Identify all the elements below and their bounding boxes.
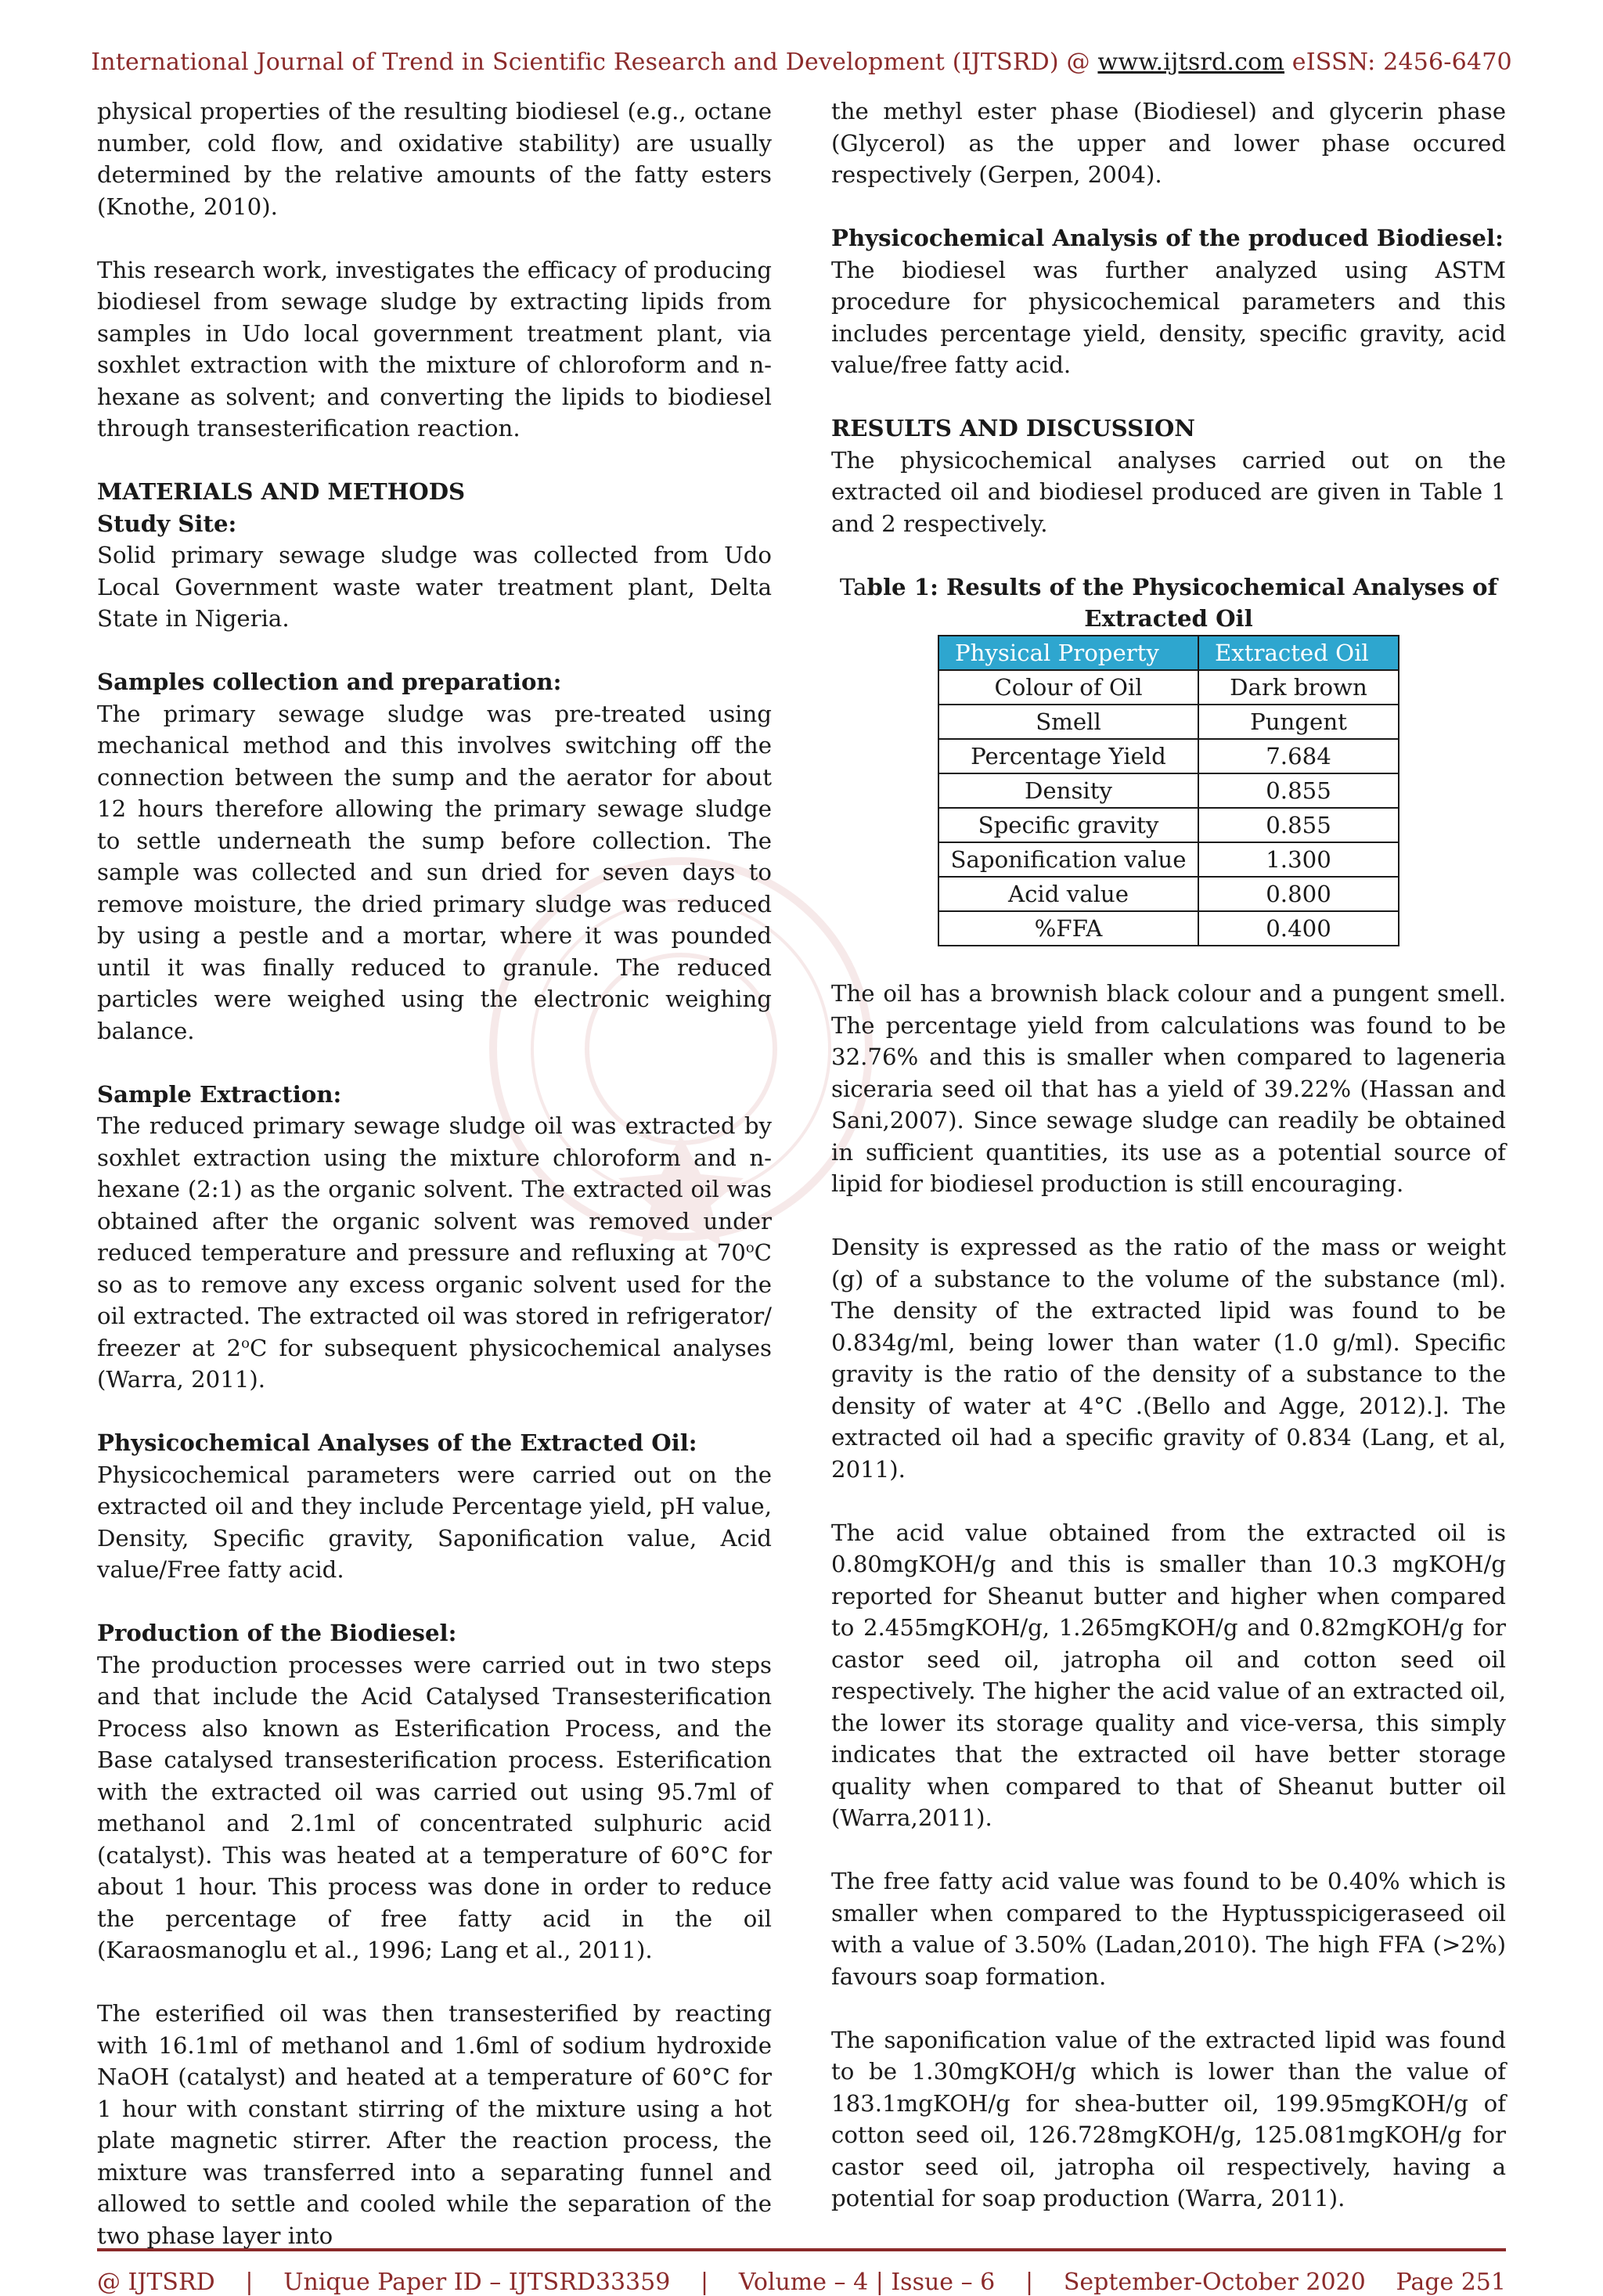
paragraph-oil-colour: The oil has a brownish black colour and a pungent smell. The percentage yield from calculations was found to be 32.76% and this is smaller when compared to lageneria siceraria seed oil that has a yield of 39.22% (Hassan and Sani,2007). Since sewage sludge can readily be obtained in sufficient quantities, its use as a potential source of lipid for biodiesel production is still encouraging. bbox=[831, 980, 1506, 1197]
paragraph-free-fatty-acid: The free fatty acid value was found to be 0.40% which is smaller when compared to the Hyptusspicigeraseed oil with a value of 3.50% (Ladan,2010). The high FFA (>2%) favours soap formation. bbox=[831, 1868, 1506, 1990]
footer-separator: | bbox=[701, 2269, 709, 2296]
paragraph-acid-value: The acid value obtained from the extracted oil is 0.80mgKOH/g and this is smaller than 10.3 mgKOH/g reported for Sheanut butter and higher when compared to 2.455mgKOH/g, 1.265mgKOH/g and 0.82mgKOH/g for castor seed oil, jatropha oil and cotton seed oil respectively. The higher the acid value of an extracted oil, the lower its storage quality and vice-versa, this simply indicates that the extracted oil have better storage quality when compared to that of Sheanut butter oil (Warra,2011). bbox=[831, 1519, 1506, 1831]
table-header-cell: Extracted Oil bbox=[1198, 636, 1399, 670]
table-cell: 0.855 bbox=[1198, 808, 1399, 842]
journal-issn: eISSN: 2456-6470 bbox=[1284, 49, 1512, 76]
section-heading-materials: MATERIALS AND METHODS bbox=[97, 478, 466, 505]
paragraph-saponification: The saponification value of the extracted lipid was found to be 1.30mgKOH/g which is lower than the value of 183.1mgKOH/g for shea-butter oil, 199.95mgKOH/g of cotton seed oil, 126.728mgKOH/g, 125.081mgKOH/g for castor seed oil, jatropha oil respectively, having a potential for soap production (Warra, 2011). bbox=[831, 2026, 1506, 2211]
footer-publisher: @ IJTSRD bbox=[97, 2269, 215, 2296]
paragraph-extraction bbox=[97, 1110, 772, 1396]
footer-divider bbox=[97, 2248, 1506, 2251]
table-caption-text: ble 1: Results of the Physicochemical Analyses of Extracted Oil bbox=[866, 573, 1498, 632]
paragraph-study-site: Solid primary sewage sludge was collected from Udo Local Government waste water treatment plant, Delta State in Nigeria. bbox=[97, 542, 772, 632]
extracted-oil-table bbox=[938, 635, 1399, 946]
table-cell: 7.684 bbox=[1198, 739, 1399, 773]
paragraph-phase-separation: the methyl ester phase (Biodiesel) and glycerin phase (Glycerol) as the upper and lower phase occured respectively (Gerpen, 2004). bbox=[831, 98, 1506, 188]
degree-sup: o bbox=[241, 1334, 250, 1351]
footer-paper-id: Unique Paper ID – IJTSRD33359 bbox=[283, 2269, 671, 2296]
paragraph-density: Density is expressed as the ratio of the mass or weight (g) of a substance to the volume of the substance (ml). The density of the extracted lipid was found to be 0.834g/ml, being lower than water (1.0 g/ml). Specific gravity is the ratio of the density of a substance to the density of water at 4°C .(Bello and Agge, 2012).]. The extracted oil had a specific gravity of 0.834 (Lang, et al, 2011). bbox=[831, 1234, 1506, 1483]
footer-page-number: Page 251 bbox=[1396, 2269, 1506, 2296]
paragraph-esterified: The esterified oil was then transesterified by reacting with 16.1ml of methanol and 1.6ml of sodium hydroxide NaOH (catalyst) and heated at a temperature of 60°C for 1 hour with constant stirring of the mixture using a hot plate magnetic stirrer. After the reaction process, the mixture was transferred into a separating funnel and allowed to settle and cooled while the separation of the two phase layer into bbox=[97, 2000, 772, 2249]
subheading-production: Production of the Biodiesel: bbox=[97, 1620, 457, 1646]
table-cell: Density bbox=[938, 773, 1198, 808]
footer-separator: | bbox=[245, 2269, 254, 2296]
left-column bbox=[97, 96, 772, 2251]
table-cell: Colour of Oil bbox=[938, 670, 1198, 705]
paragraph-production: The production processes were carried out in two steps and that include the Acid Catalysed Transesterification Process also known as Esterification Process, and the Base catalysed transesterification process. Esterification with the extracted oil was carried out using 95.7ml of methanol and 2.1ml of concentrated sulphuric acid (catalyst). This was heated at a temperature of 60°C for about 1 hour. This process was done in order to reduce the percentage of free fatty acid in the oil (Karaosmanoglu et al., 1996; Lang et al., 2011). bbox=[97, 1651, 772, 1963]
journal-name: International Journal of Trend in Scientific Research and Development (IJTSRD) @ bbox=[91, 49, 1098, 76]
table-row bbox=[938, 808, 1399, 842]
paragraph-biodiesel-analysis: The biodiesel was further analyzed using ASTM procedure for physicochemical parameters and this includes percentage yield, density, specific gravity, acid value/free fatty acid. bbox=[831, 256, 1506, 378]
extraction-text-a: The reduced primary sewage sludge oil was extracted by soxhlet extraction using the mixture chloroform and n-hexane (2:1) as the organic solvent. The extracted oil was obtained after the organic solvent was removed under reduced temperature and pressure and refluxing at 70 bbox=[97, 1112, 772, 1266]
paragraph-research-aim: This research work, investigates the efficacy of producing biodiesel from sewage sludge by extracting lipids from samples in Udo local government treatment plant, via soxhlet extraction with the mixture of chloroform and n-hexane as solvent; and converting the lipids to biodiesel through transesterification reaction. bbox=[97, 256, 772, 442]
table-row bbox=[938, 877, 1399, 911]
table-cell: 0.800 bbox=[1198, 877, 1399, 911]
subheading-study-site: Study Site: bbox=[97, 510, 237, 537]
journal-website-link[interactable]: www.ijtsrd.com bbox=[1097, 49, 1285, 76]
footer-volume-issue: Volume – 4 | Issue – 6 bbox=[738, 2269, 996, 2296]
paragraph-intro-cont: physical properties of the resulting biodiesel (e.g., octane number, cold flow, and oxidative stability) are usually determined by the relative amounts of the fatty esters (Knothe, 2010). bbox=[97, 98, 772, 220]
table-row bbox=[938, 705, 1399, 739]
table-cell: Percentage Yield bbox=[938, 739, 1198, 773]
paragraph-samples: The primary sewage sludge was pre-treated using mechanical method and this involves switching off the connection between the sump and the aerator for about 12 hours therefore allowing the primary sewage sludge to settle underneath the sump before collection. The sample was collected and sun dried for seven days to remove moisture, the dried primary sludge was reduced by using a pestle and a mortar, where it was pounded until it was finally reduced to granule. The reduced particles were weighed using the electronic weighing balance. bbox=[97, 700, 772, 1044]
running-header bbox=[0, 49, 1603, 76]
table-row bbox=[938, 739, 1399, 773]
table-cell: Specific gravity bbox=[938, 808, 1198, 842]
subheading-physico-extracted: Physicochemical Analyses of the Extracted Oil: bbox=[97, 1429, 697, 1456]
footer-separator: | bbox=[1025, 2269, 1034, 2296]
table-cell: Dark brown bbox=[1198, 670, 1399, 705]
degree-sup: o bbox=[745, 1239, 755, 1256]
table-cell: Smell bbox=[938, 705, 1198, 739]
subheading-samples: Samples collection and preparation: bbox=[97, 669, 562, 695]
table-cell: 1.300 bbox=[1198, 842, 1399, 877]
table-row bbox=[938, 670, 1399, 705]
table-row bbox=[938, 911, 1399, 946]
table-row bbox=[938, 773, 1399, 808]
paragraph-physico-extracted: Physicochemical parameters were carried out on the extracted oil and they include Percentage yield, pH value, Density, Specific gravity, Saponification value, Acid value/Free fatty acid. bbox=[97, 1461, 772, 1583]
extraction-text-b: C so as to remove any excess organic solvent used for the oil extracted. The extracted oil was stored in refrigerator/ freezer at 2 bbox=[97, 1239, 772, 1361]
subheading-biodiesel-analysis: Physicochemical Analysis of the produced Biodiesel: bbox=[831, 225, 1504, 251]
extraction-text-c: C for subsequent physicochemical analyses (Warra, 2011). bbox=[97, 1334, 772, 1393]
paragraph-results-intro: The physicochemical analyses carried out on the extracted oil and biodiesel produced are given in Table 1 and 2 respectively. bbox=[831, 446, 1506, 537]
table-header-cell: Physical Property bbox=[938, 636, 1198, 670]
table-cell: 0.400 bbox=[1198, 911, 1399, 946]
table-cell: Acid value bbox=[938, 877, 1198, 911]
table-caption-prefix: Ta bbox=[839, 573, 867, 600]
footer-date: September-October 2020 bbox=[1063, 2269, 1366, 2296]
table-cell: %FFA bbox=[938, 911, 1198, 946]
section-heading-results: RESULTS AND DISCUSSION bbox=[831, 415, 1195, 442]
table-caption bbox=[831, 571, 1506, 635]
table-cell: Pungent bbox=[1198, 705, 1399, 739]
table-header-row bbox=[938, 636, 1399, 670]
table-cell: 0.855 bbox=[1198, 773, 1399, 808]
table-row bbox=[938, 842, 1399, 877]
running-footer bbox=[97, 2269, 1506, 2296]
right-column bbox=[831, 96, 1506, 2215]
subheading-extraction: Sample Extraction: bbox=[97, 1080, 342, 1108]
table-cell: Saponification value bbox=[938, 842, 1198, 877]
